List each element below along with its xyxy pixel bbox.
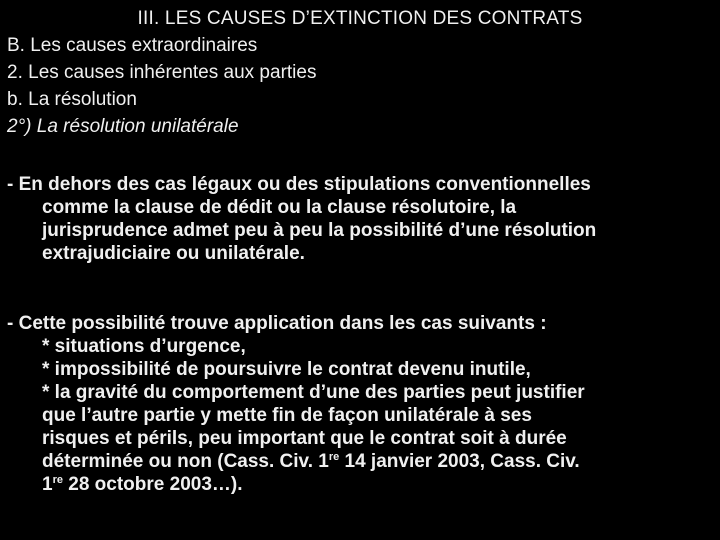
paragraph-1-line: comme la clause de dédit ou la clause résolutoire, la <box>42 197 517 218</box>
citation-line-2 <box>7 473 715 496</box>
citation-line-1 <box>7 450 715 473</box>
paragraph-1-line: jurisprudence admet peu à peu la possibilité d’une résolution <box>42 220 597 241</box>
bullet-impossibilite: * impossibilité de poursuivre le contrat devenu inutile, <box>42 359 531 380</box>
heading-subsection-2-degree: 2°) La résolution unilatérale <box>7 116 239 137</box>
citation-text: 28 octobre 2003…). <box>62 474 243 495</box>
bullet-gravite: * la gravité du comportement d’une des parties peut justifier <box>42 382 585 403</box>
heading-section-b: B. Les causes extraordinaires <box>7 35 258 56</box>
paragraph-2-line: que l’autre partie y mette fin de façon unilatérale à ses <box>42 405 532 426</box>
heading-subsection-2: 2. Les causes inhérentes aux parties <box>7 62 317 83</box>
paragraph-2-line: risques et périls, peu important que le contrat soit à durée <box>42 428 567 449</box>
citation-text: déterminée ou non (Cass. Civ. 1 <box>42 451 329 472</box>
paragraph-2-line: - Cette possibilité trouve application dans les cas suivants : <box>7 313 547 334</box>
slide-title: III. LES CAUSES D’EXTINCTION DES CONTRATS <box>137 8 583 29</box>
paragraph-1 <box>7 173 715 265</box>
citation-text: 14 janvier 2003, Cass. Civ. <box>339 451 580 472</box>
ordinal-superscript: re <box>52 474 63 486</box>
paragraph-1-line: extrajudiciaire ou unilatérale. <box>42 243 305 264</box>
bullet-urgence: * situations d’urgence, <box>42 336 246 357</box>
paragraph-1-line: - En dehors des cas légaux ou des stipulations conventionnelles <box>7 174 591 195</box>
ordinal-superscript: re <box>328 451 340 463</box>
paragraph-2 <box>7 312 715 496</box>
heading-subsection-b: b. La résolution <box>7 89 137 110</box>
citation-text: 1 <box>42 474 53 495</box>
